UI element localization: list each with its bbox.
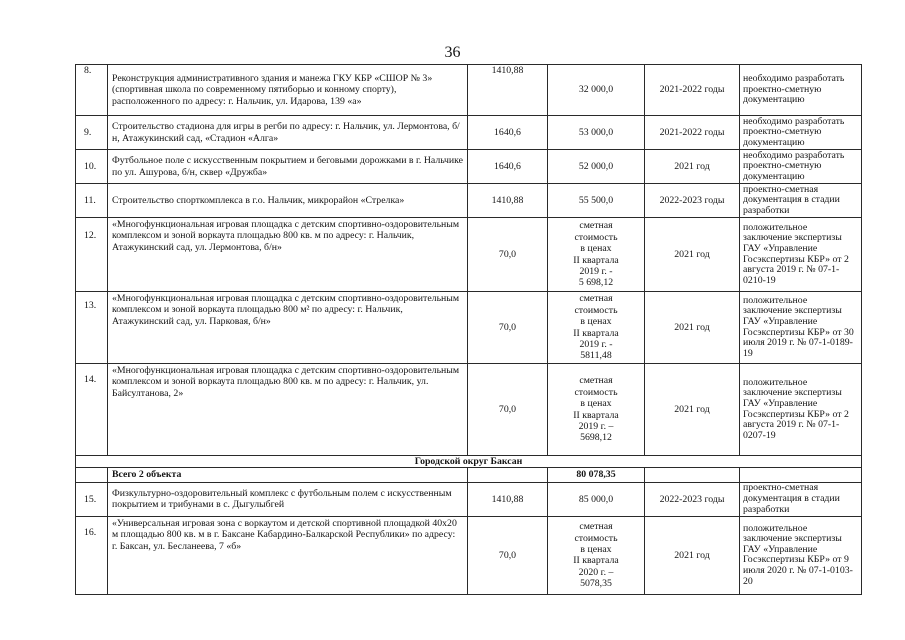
total-status-empty xyxy=(740,468,862,482)
area-value: 1410,88 xyxy=(468,65,548,116)
status-text: необходимо разработать проектно-сметную документацию xyxy=(740,65,862,116)
table-row xyxy=(76,184,862,218)
status-text: проектно-сметная документация в стадии разработки xyxy=(740,482,862,516)
row-number: 10. xyxy=(76,150,108,184)
row-number: 11. xyxy=(76,184,108,218)
area-value: 1410,88 xyxy=(468,482,548,516)
cost-value: 52 000,0 xyxy=(548,150,645,184)
years-value: 2021 год xyxy=(645,364,740,456)
area-value: 1640,6 xyxy=(468,150,548,184)
status-text: положительное заключение экспертизы ГАУ «Управление Госэкспертизы КБР» от 2 августа 2019 г. № 07-1-0207-19 xyxy=(740,364,862,456)
status-text: положительное заключение экспертизы ГАУ «Управление Госэкспертизы КБР» от 30 июля 2019 г. № 07-1-0189-19 xyxy=(740,292,862,364)
row-number: 16. xyxy=(76,516,108,594)
section-row xyxy=(76,456,862,468)
area-value: 1410,88 xyxy=(468,184,548,218)
years-value: 2021 год xyxy=(645,516,740,594)
years-value: 2021 год xyxy=(645,218,740,292)
years-value: 2021 год xyxy=(645,150,740,184)
table-row xyxy=(76,150,862,184)
years-value: 2021-2022 годы xyxy=(645,65,740,116)
status-text: необходимо разработать проектно-сметную документацию xyxy=(740,150,862,184)
cost-value: 53 000,0 xyxy=(548,116,645,150)
area-value: 1640,6 xyxy=(468,116,548,150)
section-title: Городской округ Баксан xyxy=(76,456,862,468)
object-name: Строительство спорткомплекса в г.о. Нальчик, микрорайон «Стрелка» xyxy=(108,184,468,218)
row-number: 15. xyxy=(76,482,108,516)
row-number: 13. xyxy=(76,292,108,364)
area-value: 70,0 xyxy=(468,364,548,456)
status-text: проектно-сметная документация в стадии разработки xyxy=(740,184,862,218)
total-spacer xyxy=(76,468,108,482)
status-text: положительное заключение экспертизы ГАУ «Управление Госэкспертизы КБР» от 9 июля 2020 г. № 07-1-0103-20 xyxy=(740,516,862,594)
object-name: «Универсальная игровая зона с воркаутом и детской спортивной площадкой 40х20 м площадью 800 кв. м в г. Баксане Кабардино-Балкарской Республики» по адресу: г. Баксан, ул. Бесланеева, 7 «б» xyxy=(108,516,468,594)
object-name: «Многофункциональная игровая площадка с детским спортивно-оздоровительным комплексом и зоной воркаута площадью 800 кв. м по адресу: г. Нальчик, ул. Байсултанова, 2» xyxy=(108,364,468,456)
total-row xyxy=(76,468,862,482)
object-name: Строительство стадиона для игры в регби по адресу: г. Нальчик, ул. Лермонтова, б/н, Атажукинский сад, «Стадион «Алга» xyxy=(108,116,468,150)
area-value: 70,0 xyxy=(468,218,548,292)
cost-value: сметная стоимость в ценах II квартала 2019 г. – 5698,12 xyxy=(548,364,645,456)
status-text: положительное заключение экспертизы ГАУ «Управление Госэкспертизы КБР» от 2 августа 2019 г. № 07-1-0210-19 xyxy=(740,218,862,292)
area-value: 70,0 xyxy=(468,292,548,364)
table-row xyxy=(76,65,862,116)
table-row xyxy=(76,482,862,516)
area-value: 70,0 xyxy=(468,516,548,594)
table-row xyxy=(76,516,862,594)
table-row xyxy=(76,218,862,292)
years-value: 2022-2023 годы xyxy=(645,184,740,218)
row-number: 9. xyxy=(76,116,108,150)
cost-value: 85 000,0 xyxy=(548,482,645,516)
row-number: 14. xyxy=(76,364,108,456)
table-row xyxy=(76,364,862,456)
object-name: «Многофункциональная игровая площадка с детским спортивно-оздоровительным комплексом и зоной воркаута площадью 800 м² по адресу: г. Нальчик, Атажукинский сад, ул. Парковая, б/н» xyxy=(108,292,468,364)
cost-value: сметная стоимость в ценах II квартала 2019 г. - 5 698,12 xyxy=(548,218,645,292)
years-value: 2021 год xyxy=(645,292,740,364)
years-value: 2022-2023 годы xyxy=(645,482,740,516)
total-years-empty xyxy=(645,468,740,482)
cost-value: сметная стоимость в ценах II квартала 2020 г. – 5078,35 xyxy=(548,516,645,594)
table-row xyxy=(76,116,862,150)
row-number: 12. xyxy=(76,218,108,292)
table-row xyxy=(76,292,862,364)
years-value: 2021-2022 годы xyxy=(645,116,740,150)
object-name: Футбольное поле с искусственным покрытием и беговыми дорожками в г. Нальчике по ул. Ашурова, б/н, сквер «Дружба» xyxy=(108,150,468,184)
cost-value: 32 000,0 xyxy=(548,65,645,116)
object-name: Реконструкция административного здания и манежа ГКУ КБР «СШОР № 3» (спортивная школа по современному пятиборью и конному спорту), расположенного по адресу: г. Нальчик, ул. Идарова, 139 «а» xyxy=(108,65,468,116)
object-name: «Многофункциональная игровая площадка с детским спортивно-оздоровительным комплексом и зоной воркаута площадью 800 кв. м по адресу: г. Нальчик, Атажукинский сад, ул. Лермонтова, б/н» xyxy=(108,218,468,292)
total-label: Всего 2 объекта xyxy=(108,468,468,482)
total-area-empty xyxy=(468,468,548,482)
object-name: Физкультурно-оздоровительный комплекс с футбольным полем с искусственным покрытием и трибунами в с. Дыгулыбгей xyxy=(108,482,468,516)
cost-value: 55 500,0 xyxy=(548,184,645,218)
objects-table xyxy=(75,64,862,595)
total-cost: 80 078,35 xyxy=(548,468,645,482)
page-number: 36 xyxy=(444,44,461,61)
status-text: необходимо разработать проектно-сметную документацию xyxy=(740,116,862,150)
row-number: 8. xyxy=(76,65,108,116)
cost-value: сметная стоимость в ценах II квартала 2019 г. - 5811,48 xyxy=(548,292,645,364)
